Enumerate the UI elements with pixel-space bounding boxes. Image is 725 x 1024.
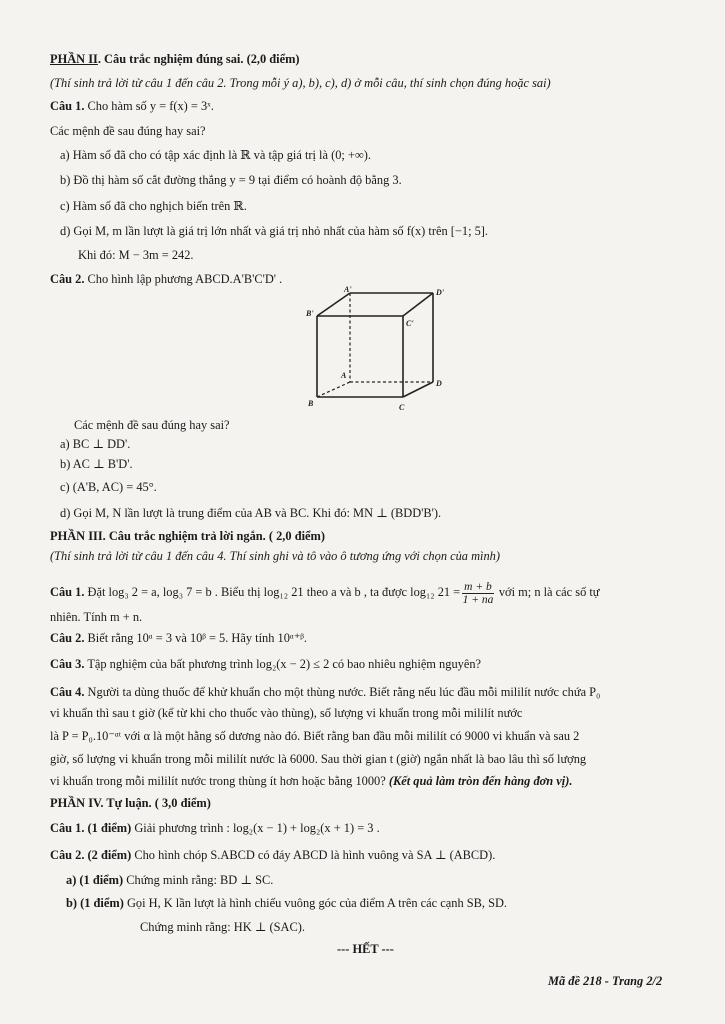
part2-label: PHẦN II: [50, 52, 98, 66]
p2-q2-d: d) Gọi M, N lần lượt là trung điểm của AB và BC. Khi đó: MN ⊥ (BDD'B').: [60, 506, 442, 520]
label-bprime: B': [306, 309, 314, 318]
p3-q1-after: với m; n là các số tự: [498, 585, 600, 599]
p4-q1-text: Giải phương trình : log₂(x − 1) + log₂(x + 1) = 3 .: [134, 821, 380, 835]
part2-title-rest: . Câu trắc nghiệm đúng sai. (2,0 điểm): [97, 52, 300, 66]
p2-q1-d: d) Gọi M, m lần lượt là giá trị lớn nhất và giá trị nhỏ nhất của hàm số f(x) trên [−1; 5].: [60, 224, 489, 238]
p2-q1-d2: Khi đó: M − 3m = 242.: [78, 248, 194, 262]
p2-q2-a: a) BC ⊥ DD'.: [60, 437, 131, 451]
label-aprime: A': [344, 286, 352, 294]
label-cprime: C': [406, 319, 414, 328]
p3-q2-text: Biết rằng 10ᵅ = 3 và 10ᵝ = 5. Hãy tính 10ᵅ⁺ᵝ.: [87, 631, 307, 645]
p2-q1-a: a) Hàm số đã cho có tập xác định là ℝ và tập giá trị là (0; +∞).: [60, 148, 372, 162]
p2-q1-text: Cho hàm số y = f(x) = 3ˣ.: [87, 99, 214, 113]
p4-q2-a-label: a) (1 điểm): [66, 873, 124, 887]
p3-q2-label: Câu 2.: [50, 631, 85, 645]
p2-q2-text: Cho hình lập phương ABCD.A'B'C'D' .: [87, 272, 283, 286]
p3-q1: [50, 578, 600, 606]
frac-denominator: 1 + na: [462, 593, 494, 606]
p3-q4-line5: vi khuẩn trong mỗi mililít nước trong thùng ít hơn hoặc bằng 1000?: [50, 774, 386, 788]
p4-q2-a: [66, 873, 273, 888]
label-a: A: [341, 371, 347, 380]
p3-q4-line1: Người ta dùng thuốc để khử khuẩn cho một thùng nước. Biết rằng nếu lúc đầu mỗi mililít nước chứa P₀: [87, 685, 601, 699]
p4-q1: [50, 821, 380, 836]
p3-q4-l2: vi khuẩn thì sau t giờ (kể từ khi cho thuốc vào thùng), số lượng vi khuẩn trong mỗi mililít nước: [50, 706, 523, 720]
part4-title: PHẦN IV. Tự luận. ( 3,0 điểm): [50, 796, 211, 810]
p3-q4-l1: [50, 685, 600, 700]
edge-cprime-dprime: [403, 293, 433, 316]
p2-q1: [50, 99, 214, 114]
label-b: B: [308, 399, 314, 408]
p2-q2-c: c) (A'B, AC) = 45°.: [60, 480, 157, 494]
p4-q2-a-text: Chứng minh rằng: BD ⊥ SC.: [126, 873, 274, 887]
p3-q3: [50, 657, 481, 672]
p3-q3-label: Câu 3.: [50, 657, 85, 671]
p2-q2-prompt: Các mệnh đề sau đúng hay sai?: [74, 418, 230, 432]
label-dprime: D': [436, 288, 444, 297]
p2-q1-prompt: Các mệnh đề sau đúng hay sai?: [50, 124, 206, 138]
frac-numerator: m + b: [464, 580, 492, 593]
end-marker: --- HẾT ---: [337, 942, 394, 956]
edge-bprime-aprime: [317, 293, 350, 316]
p2-q1-label: Câu 1.: [50, 99, 85, 113]
page-footer: Mã đề 218 - Trang 2/2: [548, 974, 663, 988]
part3-instruction: (Thí sinh trả lời từ câu 1 đến câu 4. Thí sinh ghi và tô vào ô tương ứng với chọn của mình): [50, 549, 501, 563]
p4-q2: [50, 848, 495, 863]
p4-q2-b-text: Gọi H, K lần lượt là hình chiếu vuông góc của điểm A trên các cạnh SB, SD.: [126, 896, 508, 910]
p3-q4-l5: [50, 774, 572, 789]
p4-q1-label: Câu 1. (1 điểm): [50, 821, 132, 835]
p3-q2: [50, 631, 307, 646]
label-d: D: [436, 379, 442, 388]
p2-q1-b: b) Đồ thị hàm số cắt đường thẳng y = 9 tại điểm có hoành độ bằng 3.: [60, 173, 402, 187]
p2-q2-label: Câu 2.: [50, 272, 85, 286]
part2-title: [50, 52, 300, 67]
cube-figure: [300, 286, 450, 414]
p3-q4-label: Câu 4.: [50, 685, 85, 699]
p3-q1-label: Câu 1.: [50, 585, 85, 599]
edge-c-d: [403, 382, 433, 397]
p2-q2-b: b) AC ⊥ B'D'.: [60, 457, 133, 471]
label-c: C: [399, 403, 405, 412]
p4-q2-label: Câu 2. (2 điểm): [50, 848, 132, 862]
part3-title: PHẦN III. Câu trắc nghiệm trả lời ngắn. ( 2,0 điểm): [50, 529, 325, 543]
p4-q2-b2: Chứng minh rằng: HK ⊥ (SAC).: [140, 920, 305, 934]
p3-q4-l4: giờ, số lượng vi khuẩn trong mỗi mililít nước là 6000. Sau thời gian t (giờ) ngắn nhất là bao lâu thì số lượng: [50, 752, 587, 766]
p2-q1-c: c) Hàm số đã cho nghịch biến trên ℝ.: [60, 199, 247, 213]
part2-instruction: (Thí sinh trả lời từ câu 1 đến câu 2. Trong mỗi ý a), b), c), d) ở mỗi câu, thí sinh chọn đúng hoặc sai): [50, 76, 551, 90]
p3-q4-note: (Kết quả làm tròn đến hàng đơn vị).: [388, 774, 573, 788]
p4-q2-b: [66, 896, 507, 911]
edge-b-a: [317, 382, 350, 397]
p3-q4-l3: là P = P₀.10⁻ᵅᵗ với α là một hằng số dương nào đó. Biết rằng ban đầu mỗi mililít có 9000 vi khuẩn và sau 2: [50, 729, 580, 743]
p4-q2-text: Cho hình chóp S.ABCD có đáy ABCD là hình vuông và SA ⊥ (ABCD).: [134, 848, 496, 862]
p3-q1-cont: nhiên. Tính m + n.: [50, 610, 143, 624]
p4-q2-b-label: b) (1 điểm): [66, 896, 124, 910]
p3-q1-fraction: [462, 581, 494, 606]
p3-q1-text: Đặt log₃ 2 = a, log₃ 7 = b . Biểu thị log₁₂ 21 theo a và b , ta được log₁₂ 21 =: [87, 585, 461, 599]
p2-q2: [50, 272, 282, 287]
p3-q3-text: Tập nghiệm của bất phương trình log₂(x − 2) ≤ 2 có bao nhiêu nghiệm nguyên?: [87, 657, 482, 671]
